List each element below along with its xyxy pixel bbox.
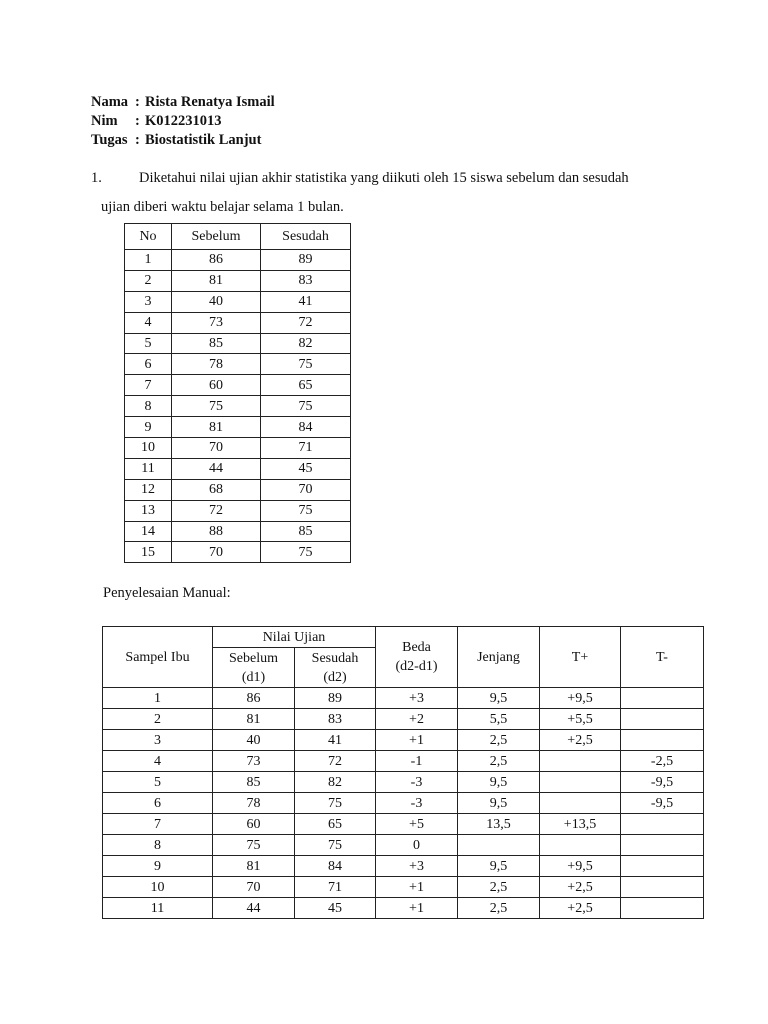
table-row [103,730,704,751]
table-row [125,396,351,417]
cell-no: 9 [125,417,172,438]
header-sesudah-label: Sesudah [311,650,359,666]
colon: : [135,132,140,148]
cell-sebelum: 73 [213,751,295,772]
header-sesudah: Sesudah [261,224,351,250]
cell-sampel: 8 [103,835,213,856]
table-row [125,250,351,271]
cell-sesudah: 83 [261,270,351,291]
cell-beda: 0 [376,835,458,856]
cell-sesudah: 83 [295,709,376,730]
cell-t-plus [540,772,621,793]
header-beda-label: Beda [402,640,431,655]
cell-sebelum: 78 [213,793,295,814]
cell-sesudah: 75 [295,835,376,856]
header-sesudah-d2 [295,648,376,688]
cell-jenjang: 9,5 [458,793,540,814]
cell-beda: +1 [376,898,458,919]
cell-sebelum: 81 [172,417,261,438]
cell-t-minus [621,688,704,709]
cell-sampel: 9 [103,856,213,877]
cell-sampel: 2 [103,709,213,730]
cell-sesudah: 72 [261,312,351,333]
table-row [103,751,704,772]
cell-beda: -3 [376,793,458,814]
table-row [125,438,351,459]
cell-jenjang: 2,5 [458,730,540,751]
cell-sebelum: 78 [172,354,261,375]
table-row [125,291,351,312]
cell-sebelum: 44 [172,458,261,479]
table-row [103,877,704,898]
cell-sebelum: 85 [172,333,261,354]
table-row [125,458,351,479]
table-row [125,312,351,333]
student-info [91,93,275,150]
cell-sampel: 5 [103,772,213,793]
cell-jenjang: 9,5 [458,856,540,877]
cell-t-plus: +5,5 [540,709,621,730]
cell-no: 12 [125,479,172,500]
cell-jenjang: 9,5 [458,688,540,709]
cell-sebelum: 44 [213,898,295,919]
cell-sebelum: 73 [172,312,261,333]
table-header-row [103,627,704,648]
cell-t-minus [621,835,704,856]
cell-sesudah: 70 [261,479,351,500]
cell-sesudah: 84 [261,417,351,438]
name-value: Rista Renatya Ismail [145,94,275,110]
cell-jenjang [458,835,540,856]
cell-beda: -3 [376,772,458,793]
cell-beda: +3 [376,688,458,709]
wilcoxon-table [102,626,704,919]
table-row [103,688,704,709]
cell-sebelum: 85 [213,772,295,793]
cell-t-plus [540,751,621,772]
table-row [125,542,351,563]
cell-beda: +3 [376,856,458,877]
cell-t-minus: -2,5 [621,751,704,772]
cell-sebelum: 86 [172,250,261,271]
table-row [103,709,704,730]
cell-jenjang: 13,5 [458,814,540,835]
cell-t-minus [621,814,704,835]
cell-sesudah: 75 [261,542,351,563]
cell-no: 8 [125,396,172,417]
header-sebelum-sub: (d1) [241,669,266,685]
cell-sebelum: 40 [172,291,261,312]
cell-sesudah: 85 [261,521,351,542]
cell-beda: +1 [376,730,458,751]
name-label: Nama [91,94,129,110]
header-sebelum-label: Sebelum [229,650,278,666]
cell-beda: +2 [376,709,458,730]
cell-sesudah: 82 [295,772,376,793]
cell-t-plus: +9,5 [540,856,621,877]
header-nilai-ujian: Nilai Ujian [213,627,376,648]
cell-t-plus [540,835,621,856]
cell-jenjang: 2,5 [458,898,540,919]
table-row [103,772,704,793]
header-t-minus: T- [621,627,704,688]
cell-sesudah: 41 [295,730,376,751]
table-row [125,354,351,375]
cell-sesudah: 75 [261,354,351,375]
cell-sebelum: 68 [172,479,261,500]
cell-sesudah: 71 [261,438,351,459]
header-sebelum-d1 [213,648,295,688]
table-row [103,835,704,856]
cell-jenjang: 9,5 [458,772,540,793]
header-jenjang: Jenjang [458,627,540,688]
cell-sebelum: 72 [172,500,261,521]
header-sesudah-sub: (d2) [323,669,347,685]
exam-scores-table [124,223,351,563]
cell-beda: +5 [376,814,458,835]
cell-sebelum: 75 [213,835,295,856]
cell-sebelum: 86 [213,688,295,709]
cell-t-plus: +2,5 [540,898,621,919]
cell-no: 5 [125,333,172,354]
cell-sampel: 1 [103,688,213,709]
nim-label: Nim [91,113,118,129]
table-row [125,270,351,291]
header-sampel-ibu: Sampel Ibu [103,627,213,688]
cell-sesudah: 41 [261,291,351,312]
cell-no: 10 [125,438,172,459]
cell-no: 7 [125,375,172,396]
cell-sesudah: 84 [295,856,376,877]
name-row [91,93,275,112]
cell-no: 3 [125,291,172,312]
cell-t-minus [621,856,704,877]
cell-sesudah: 72 [295,751,376,772]
cell-jenjang: 5,5 [458,709,540,730]
cell-no: 15 [125,542,172,563]
cell-sesudah: 89 [295,688,376,709]
table-row [125,521,351,542]
colon: : [135,94,140,110]
cell-sesudah: 75 [295,793,376,814]
table-row [125,375,351,396]
cell-sampel: 7 [103,814,213,835]
cell-t-minus [621,730,704,751]
cell-sebelum: 88 [172,521,261,542]
cell-no: 13 [125,500,172,521]
cell-sesudah: 65 [261,375,351,396]
table-row [125,417,351,438]
table-row [125,479,351,500]
cell-sebelum: 75 [172,396,261,417]
cell-jenjang: 2,5 [458,877,540,898]
table-row [125,333,351,354]
cell-sampel: 10 [103,877,213,898]
cell-sampel: 3 [103,730,213,751]
cell-sebelum: 60 [213,814,295,835]
header-no: No [125,224,172,250]
table-header-row [125,224,351,250]
task-row [91,131,275,150]
cell-no: 6 [125,354,172,375]
cell-no: 11 [125,458,172,479]
cell-beda: +1 [376,877,458,898]
cell-sesudah: 75 [261,500,351,521]
cell-sesudah: 82 [261,333,351,354]
task-value: Biostatistik Lanjut [145,132,262,148]
colon: : [135,113,140,129]
cell-no: 4 [125,312,172,333]
cell-sebelum: 70 [213,877,295,898]
cell-sebelum: 70 [172,542,261,563]
cell-no: 14 [125,521,172,542]
cell-sebelum: 40 [213,730,295,751]
solution-label: Penyelesaian Manual: [103,585,231,601]
cell-sampel: 4 [103,751,213,772]
cell-t-minus: -9,5 [621,793,704,814]
cell-t-plus: +2,5 [540,730,621,751]
cell-no: 1 [125,250,172,271]
header-sebelum: Sebelum [172,224,261,250]
cell-sesudah: 45 [261,458,351,479]
cell-t-plus [540,793,621,814]
cell-sesudah: 89 [261,250,351,271]
cell-t-minus [621,709,704,730]
cell-sebelum: 81 [213,709,295,730]
cell-sesudah: 71 [295,877,376,898]
nim-row [91,112,275,131]
task-label: Tugas [91,132,128,148]
cell-t-plus: +2,5 [540,877,621,898]
table-row [125,500,351,521]
header-beda [376,627,458,688]
cell-beda: -1 [376,751,458,772]
header-beda-sub: (d2-d1) [395,659,438,674]
cell-jenjang: 2,5 [458,751,540,772]
cell-sesudah: 75 [261,396,351,417]
cell-t-plus: +13,5 [540,814,621,835]
cell-sesudah: 65 [295,814,376,835]
table-row [103,856,704,877]
cell-sebelum: 81 [213,856,295,877]
cell-t-minus: -9,5 [621,772,704,793]
table-row [103,814,704,835]
question-text-line-1: Diketahui nilai ujian akhir statistika yang diikuti oleh 15 siswa sebelum dan sesudah [139,170,629,186]
question-number: 1. [91,170,102,186]
cell-sampel: 11 [103,898,213,919]
header-t-plus: T+ [540,627,621,688]
cell-sampel: 6 [103,793,213,814]
cell-t-minus [621,898,704,919]
cell-t-plus: +9,5 [540,688,621,709]
cell-t-minus [621,877,704,898]
cell-sebelum: 70 [172,438,261,459]
cell-sesudah: 45 [295,898,376,919]
table-row [103,793,704,814]
cell-no: 2 [125,270,172,291]
question-text-line-2: ujian diberi waktu belajar selama 1 bulan. [101,199,344,215]
cell-sebelum: 60 [172,375,261,396]
cell-sebelum: 81 [172,270,261,291]
nim-value: K012231013 [145,113,222,129]
table-row [103,898,704,919]
